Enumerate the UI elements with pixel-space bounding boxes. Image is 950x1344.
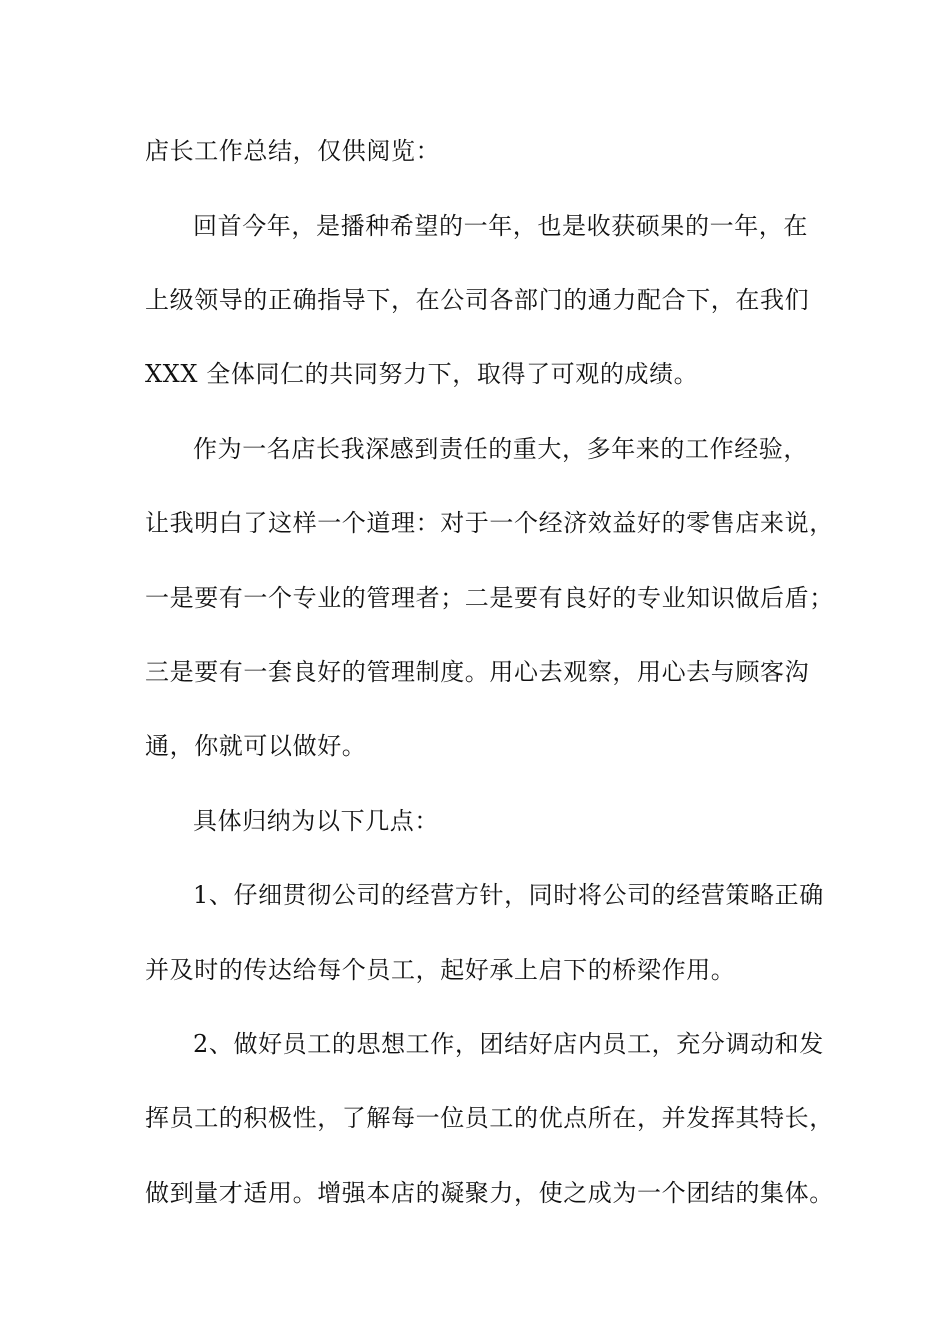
- paragraph-2-line-2: 让我明白了这样一个道理：对于一个经济效益好的零售店来说，: [145, 509, 834, 537]
- paragraph-2-line-5: 通，你就可以做好。: [145, 732, 367, 760]
- summary-heading: 具体归纳为以下几点：: [193, 807, 439, 835]
- paragraph-2-line-3: 一是要有一个专业的管理者；二是要有良好的专业知识做后盾；: [145, 584, 834, 612]
- intro-line: 店长工作总结，仅供阅览：: [145, 137, 441, 165]
- item-2-line-2: 挥员工的积极性，了解每一位员工的优点所在，并发挥其特长，: [145, 1104, 834, 1132]
- item-1-line-2: 并及时的传达给每个员工，起好承上启下的桥梁作用。: [145, 956, 736, 984]
- paragraph-1-line-2: 上级领导的正确指导下，在公司各部门的通力配合下，在我们: [145, 286, 810, 314]
- item-1-line-1: 1、仔细贯彻公司的经营方针，同时将公司的经营策略正确: [193, 881, 824, 909]
- paragraph-1-line-3: XXX 全体同仁的共同努力下，取得了可观的成绩。: [145, 360, 699, 388]
- paragraph-2-line-1: 作为一名店长我深感到责任的重大，多年来的工作经验，: [193, 435, 808, 463]
- paragraph-2-line-4: 三是要有一套良好的管理制度。用心去观察，用心去与顾客沟: [145, 658, 810, 686]
- item-2-line-3: 做到量才适用。增强本店的凝聚力，使之成为一个团结的集体。: [145, 1179, 834, 1207]
- paragraph-1-line-1: 回首今年，是播种希望的一年，也是收获硕果的一年，在: [193, 212, 808, 240]
- item-2-line-1: 2、做好员工的思想工作，团结好店内员工，充分调动和发: [193, 1030, 824, 1058]
